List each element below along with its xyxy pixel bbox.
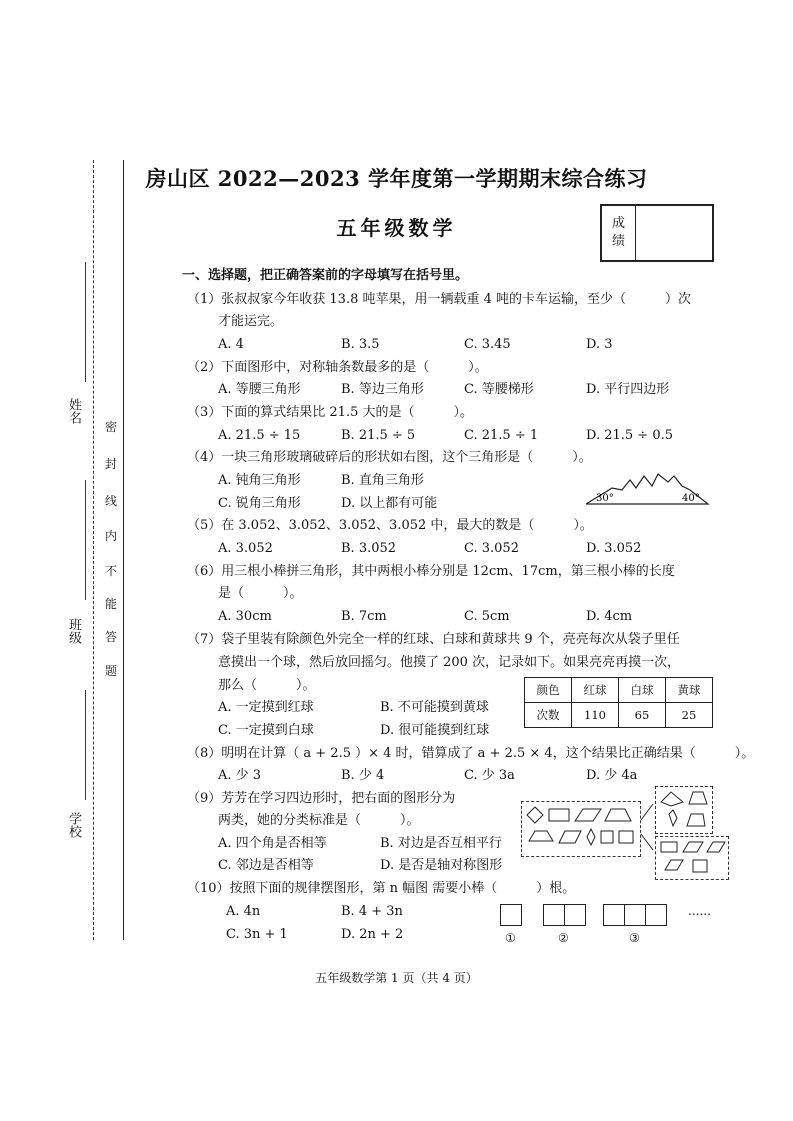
stick-square [543,904,565,926]
q9-option-a: A. 四个角是否相等 [218,836,327,851]
question-2: （2）下面图形中，对称轴条数最多的是（ ）。 [187,360,488,375]
question-7-cont: 意摸出一个球，然后放回摇匀。他摸了 200 次，记录如下。如果亮亮再摸一次， [218,655,681,670]
q1-option-d: D. 3 [586,337,613,352]
school-write-line [85,690,86,800]
question-4: （4）一块三角形玻璃破碎后的形状如右图，这个三角形是（ ）。 [187,450,592,465]
seal-char: 题 [105,664,118,678]
q8-option-b: B. 少 4 [341,768,385,783]
stick-square [500,904,522,926]
question-9-cont: 两类，她的分类标准是（ ）。 [218,813,420,828]
section-heading: 一、选择题，把正确答案前的字母填写在括号里。 [182,268,469,283]
question-6-cont: 是（ ）。 [218,586,303,601]
q2-option-d: D. 平行四边形 [586,382,670,397]
table-header-cell: 红球 [572,678,619,703]
q10-option-b: B. 4 + 3n [341,904,403,919]
figure-label-1: ① [505,931,516,945]
q6-option-b: B. 7cm [341,609,387,624]
stick-square [603,904,625,926]
q9-option-d: D. 是否是轴对称图形 [380,858,503,873]
q4-option-d: D. 以上都有可能 [341,496,438,511]
seal-char: 内 [105,529,118,543]
question-9: （9）芳芳在学习四边形时，把右面的图形分为 [187,791,456,806]
stick-square [645,904,667,926]
q3-option-d: D. 21.5 ÷ 0.5 [586,428,674,443]
seal-char: 密 [105,420,118,434]
name-label: 姓名 [66,398,81,424]
figure-label-2: ② [558,931,569,945]
q6-option-a: A. 30cm [218,609,272,624]
q3-option-c: C. 21.5 ÷ 1 [464,428,539,443]
table-header-cell: 白球 [619,678,666,703]
q10-option-d: D. 2n + 2 [341,927,404,942]
seal-char: 线 [105,494,118,508]
q4-option-b: B. 直角三角形 [341,473,424,488]
name-write-line [85,262,86,382]
table-cell: 110 [572,703,619,728]
binding-solid-line [123,160,124,940]
q5-option-c: C. 3.05̇2̇ [464,541,519,556]
question-7: （7）袋子里装有除颜色外完全一样的红球、白球和黄球共 9 个，亮亮每次从袋子里任 [187,632,680,647]
q8-option-a: A. 少 3 [218,768,262,783]
seal-char: 能 [105,597,118,611]
question-1: （1）张叔叔家今年收获 13.8 吨苹果，用一辆载重 4 吨的卡车运输，至少（ ）次 [187,292,692,307]
table-row [525,678,713,703]
table-cell: 25 [666,703,713,728]
q10-option-c: C. 3n + 1 [226,927,288,942]
q10-option-a: A. 4n [226,904,261,919]
broken-triangle-figure [582,466,712,508]
q3-option-a: A. 21.5 ÷ 15 [218,428,301,443]
q9-option-b: B. 对边是否互相平行 [380,836,502,851]
group-2-shapes [655,836,729,880]
angle-left-label: 30° [596,493,614,504]
q7-option-c: C. 一定摸到白球 [218,723,314,738]
school-label: 学校 [66,812,81,838]
exam-title: 房山区 2022—2023 学年度第一学期期末综合练习 [145,166,648,191]
q2-option-b: B. 等边三角形 [341,382,424,397]
q8-option-d: D. 少 4a [586,768,638,783]
q1-option-a: A. 4 [218,337,244,352]
question-5: （5）在 3.052、3.0̇52̇、3.05̇2̇、3.052̇ 中，最大的数是（ ）。 [187,518,593,533]
ball-stats-table [524,677,713,728]
q4-option-a: A. 钝角三角形 [218,473,301,488]
q6-option-c: C. 5cm [464,609,510,624]
seal-char: 封 [105,457,118,471]
table-row [525,703,713,728]
question-10: （10）按照下面的规律摆图形，第 n 幅图 需要小棒（ ）根。 [187,881,576,896]
q9-option-c: C. 邻边是否相等 [218,858,314,873]
stick-square [564,904,586,926]
table-header-cell: 黄球 [666,678,713,703]
q4-option-c: C. 锐角三角形 [218,496,301,511]
seal-char: 不 [105,564,118,578]
q2-option-c: C. 等腰梯形 [464,382,534,397]
angle-right-label: 40° [682,493,700,504]
q7-option-d: D. 很可能摸到红球 [380,723,490,738]
q5-option-b: B. 3.0̇52̇ [341,541,397,556]
binding-dotted-line [93,160,94,940]
q6-option-d: D. 4cm [586,609,633,624]
exam-subtitle: 五年级数学 [336,216,457,240]
page-footer: 五年级数学第 1 页（共 4 页） [315,971,478,985]
q7-option-b: B. 不可能摸到黄球 [380,700,489,715]
group-1-shapes [655,786,713,834]
q5-option-a: A. 3.052 [218,541,273,556]
q1-option-c: C. 3.45 [464,337,511,352]
score-box[interactable] [600,204,714,262]
q1-option-b: B. 3.5 [341,337,380,352]
quadrilaterals-figure [521,801,641,857]
table-header-cell: 颜色 [525,678,572,703]
q8-option-c: C. 少 3a [464,768,515,783]
q3-option-b: B. 21.5 ÷ 5 [341,428,416,443]
stick-square [624,904,646,926]
table-cell: 次数 [525,703,572,728]
question-7-cont2: 那么（ ）。 [218,678,316,693]
question-8: （8）明明在计算（ a + 2.5 ）× 4 时，错算成了 a + 2.5 × 4，这个结果比正确结果（ ）。 [187,746,755,761]
class-write-line [85,480,86,600]
seal-char: 答 [105,630,118,644]
q2-option-a: A. 等腰三角形 [218,382,301,397]
question-3: （3）下面的算式结果比 21.5 大的是（ ）。 [187,405,473,420]
q7-option-a: A. 一定摸到红球 [218,700,314,715]
class-label: 班级 [66,618,81,644]
table-cell: 65 [619,703,666,728]
question-1-cont: 才能运完。 [218,314,284,329]
score-label: 成 绩 [602,206,636,260]
q5-option-d: D. 3.052̇ [586,541,642,556]
pattern-ellipsis: ...... [688,904,711,918]
figure-label-3: ③ [629,931,640,945]
question-6: （6）用三根小棒拼三角形，其中两根小棒分别是 12cm、17cm，第三根小棒的长度 [187,564,675,579]
